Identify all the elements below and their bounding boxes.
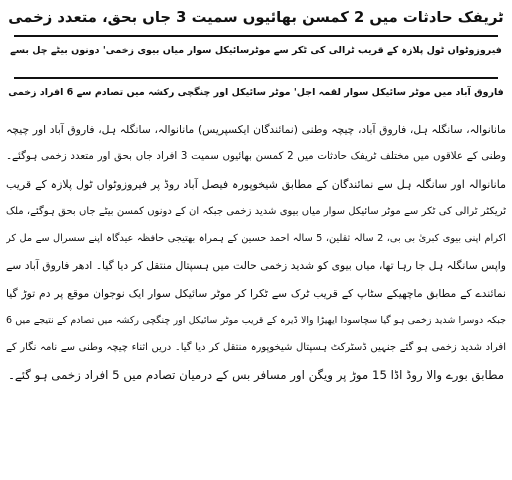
headline-divider bbox=[14, 77, 498, 79]
article-line: واپس سانگلہ ہل جا رہا تھا، میاں بیوی کو شدید زخمی حالت میں ہسپتال منتقل کر دیا گیا۔ ادھر فاروق آباد سے bbox=[6, 259, 506, 273]
article-body bbox=[6, 116, 506, 389]
article-line: مانانوالہ اور سانگلہ ہل سے نمائندگان کے مطابق شیخوپورہ فیصل آباد روڈ پر فیروزوٹواں ٹول پلازہ کے قریب bbox=[6, 177, 506, 191]
article-line: افراد شدید زخمی ہو گئے جنہیں ڈسٹرکٹ ہسپتال شیخوپورہ منتقل کر دیا گیا۔ دریں اثناء چیچہ وطنی سے نامہ نگار کے bbox=[6, 342, 506, 354]
article-line: نمائندے کے مطابق ماچھیکے سٹاپ کے قریب ٹرک سے ٹکرا کر موٹر سائیکل سوار ایک نوجوان موقع پر دم توڑ گیا bbox=[6, 286, 506, 300]
article-line: مطابق بورے والا روڈ اڈا 15 موڑ پر ویگن اور مسافر بس کے درمیان تصادم میں 5 افراد زخمی ہو گئے۔ bbox=[7, 367, 505, 382]
article-line: وطنی کے علاقوں میں مختلف ٹریفک حادثات میں 2 کمسن بھائیوں سمیت 3 افراد جاں بحق اور متعدد زخمی ہوگئے۔ bbox=[6, 150, 506, 163]
article-line: ٹریکٹر ٹرالی کی ٹکر سے موٹر سائیکل سوار میاں بیوی شدید زخمی جبکہ ان کے دونوں کمسن بیٹے جاں بحق ہوگئے، ملک bbox=[6, 205, 506, 217]
sub-headline-1: فیروزوٹواں ٹول پلازہ کے قریب ٹرالی کی ٹکر سے موٹرسائیکل سوار میاں بیوی زخمی' دونوں بیٹے چل بسے bbox=[10, 45, 502, 56]
article-line: جبکہ دوسرا شدید زخمی ہو گیا سچاسودا ایھیڑا والا ڈیرہ کے قریب موٹر سائیکل اور چنگچی رکشہ میں تصادم کے نتیجے میں 6 bbox=[6, 315, 506, 327]
article-line: اکرام اپنی بیوی کبریٰ بی بی، 2 سالہ ثقلین، 5 سالہ احمد حسین کے ہمراہ بھتیجی حافظہ عیدگاہ اپنے سسرال سے مل کر bbox=[6, 233, 506, 245]
main-headline: ٹریفک حادثات میں 2 کمسن بھائیوں سمیت 3 جاں بحق، متعدد زخمی bbox=[8, 9, 504, 26]
sub-headline-2: فاروق آباد میں موٹر سائیکل سوار لقمہ اجل' موٹر سائیکل اور چنگچی رکشہ میں تصادم سے 6 افراد زخمی bbox=[8, 87, 504, 98]
article-line: مانانوالہ، سانگلہ ہل، فاروق آباد، چیچہ وطنی (نمائندگان ایکسپریس) مانانوالہ، سانگلہ ہل، فاروق آباد اور چیچہ bbox=[6, 123, 506, 136]
headline-divider bbox=[14, 35, 498, 37]
